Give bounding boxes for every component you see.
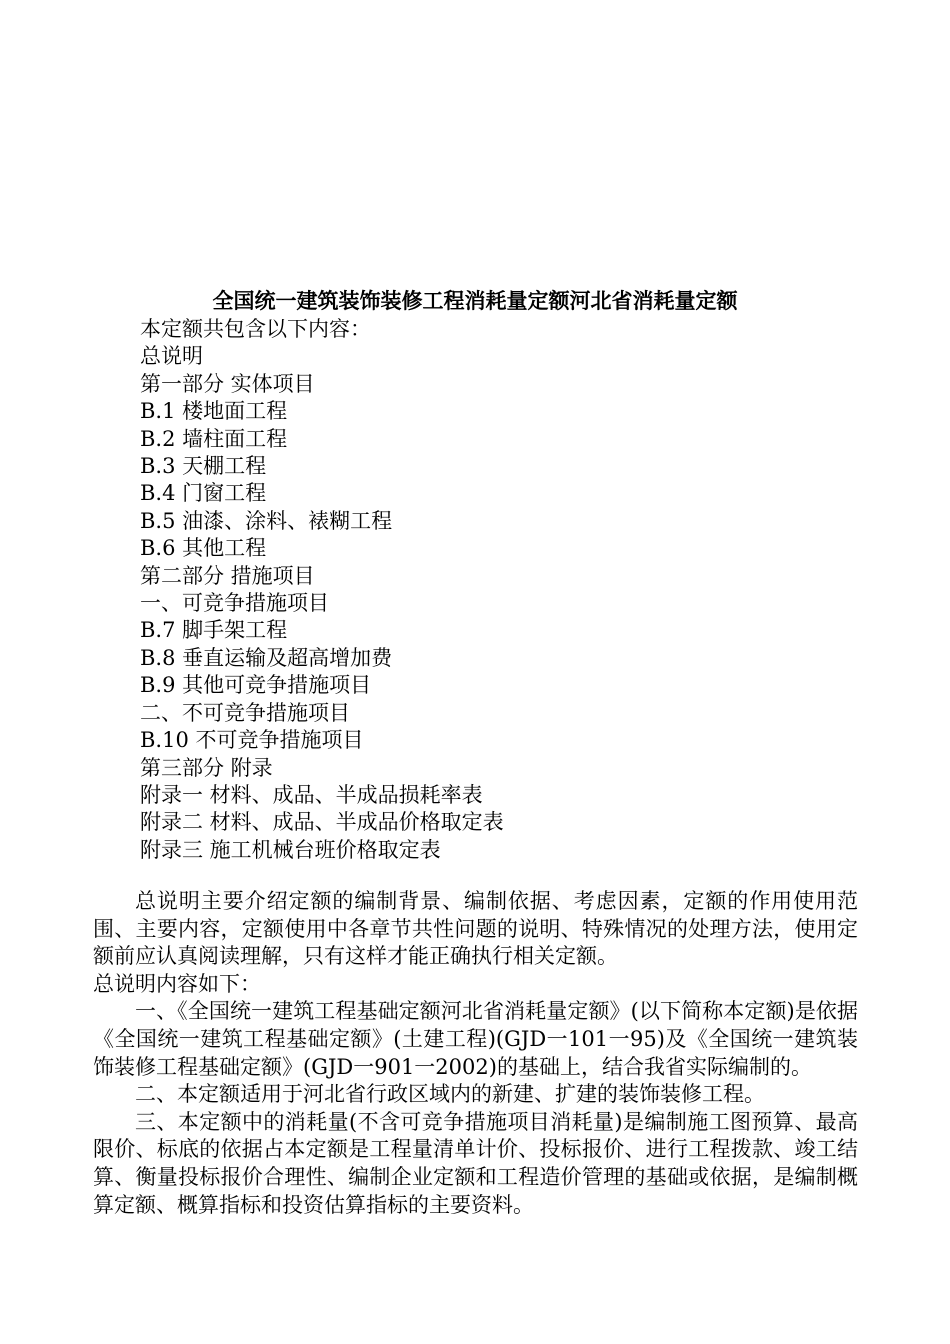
toc-item: B.1 楼地面工程 (140, 399, 288, 424)
toc-item: B.7 脚手架工程 (140, 618, 288, 643)
toc-item: 附录三 施工机械台班价格取定表 (140, 837, 441, 862)
toc-item: 二、不可竞争措施项目 (140, 700, 350, 725)
toc-item: 附录一 材料、成品、半成品损耗率表 (140, 782, 483, 807)
toc-item: B.8 垂直运输及超高增加费 (140, 645, 393, 670)
body-paragraph: 一、《全国统一建筑工程基础定额河北省消耗量定额》(以下简称本定额)是依据《全国统一建筑工程基础定额》(土建工程)(GJD一101一95)及《全国统一建筑装饰装修工程基础定额》(GJD一901一2002)的基础上，结合我省实际编制的。 (93, 999, 858, 1079)
toc-item: 总说明 (140, 344, 203, 369)
document-title: 全国统一建筑装饰装修工程消耗量定额河北省消耗量定额 (212, 289, 738, 313)
toc-item: B.6 其他工程 (140, 536, 267, 561)
table-of-contents (140, 316, 504, 864)
body-paragraph: 总说明内容如下： (93, 971, 261, 996)
body-paragraph: 二、本定额适用于河北省行政区域内的新建、扩建的装饰装修工程。 (135, 1082, 765, 1107)
toc-item: B.5 油漆、涂料、裱糊工程 (140, 508, 393, 533)
toc-item: B.10 不可竞争措施项目 (140, 728, 364, 753)
body-paragraph: 三、本定额中的消耗量(不含可竞争措施项目消耗量)是编制施工图预算、最高限价、标底的依据占本定额是工程量清单计价、投标报价、进行工程拨款、竣工结算、衡量投标报价合理性、编制企业定额和工程造价管理的基础或依据，是编制概算定额、概算指标和投资估算指标的主要资料。 (93, 1109, 858, 1217)
toc-item: B.9 其他可竞争措施项目 (140, 673, 372, 698)
toc-item: 第一部分 实体项目 (140, 371, 315, 396)
toc-item: 第三部分 附录 (140, 755, 273, 780)
document-body (93, 888, 858, 1219)
toc-item: B.4 门窗工程 (140, 481, 267, 506)
toc-item: B.2 墙柱面工程 (140, 426, 288, 451)
body-paragraph: 总说明主要介绍定额的编制背景、编制依据、考虑因素，定额的作用使用范围、主要内容，定额使用中各章节共性问题的说明、特殊情况的处理方法，使用定额前应认真阅读理解，只有这样才能正确执行相关定额。 (93, 889, 858, 969)
toc-item: 第二部分 措施项目 (140, 563, 315, 588)
toc-item: B.3 天棚工程 (140, 454, 267, 479)
toc-item: 附录二 材料、成品、半成品价格取定表 (140, 810, 504, 835)
toc-item: 一、可竞争措施项目 (140, 591, 329, 616)
toc-item: 本定额共包含以下内容： (140, 317, 371, 341)
